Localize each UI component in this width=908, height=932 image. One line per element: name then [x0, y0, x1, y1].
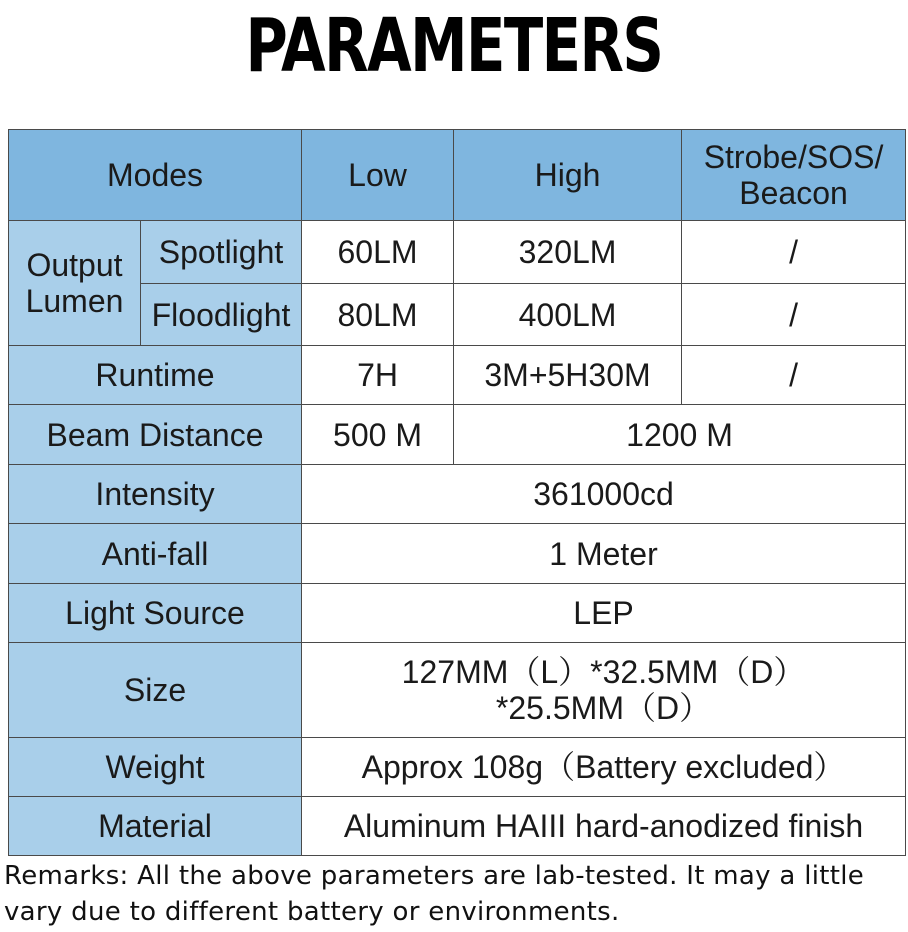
light-source-value: LEP — [302, 584, 906, 643]
light-source-label: Light Source — [9, 584, 302, 643]
table-row — [9, 284, 906, 346]
high-header: High — [454, 130, 682, 221]
size-label: Size — [9, 643, 302, 738]
low-header: Low — [302, 130, 454, 221]
intensity-value: 361000cd — [302, 465, 906, 524]
material-label: Material — [9, 797, 302, 856]
floodlight-strobe: / — [682, 284, 906, 346]
table-row — [9, 643, 906, 738]
output-lumen-line2: Lumen — [25, 283, 124, 319]
size-line1: 127MM（L）*32.5MM（D） — [401, 654, 806, 690]
floodlight-low: 80LM — [302, 284, 454, 346]
floodlight-label: Floodlight — [141, 284, 302, 346]
strobe-header — [682, 130, 906, 221]
strobe-header-line1: Strobe/SOS/ — [703, 139, 884, 175]
remarks-note — [4, 858, 908, 930]
output-lumen-label — [9, 221, 141, 346]
strobe-header-line2: Beacon — [739, 175, 848, 211]
beam-distance-high: 1200 M — [454, 405, 906, 465]
runtime-high: 3M+5H30M — [454, 346, 682, 405]
beam-distance-low: 500 M — [302, 405, 454, 465]
output-lumen-line1: Output — [26, 247, 123, 283]
spotlight-low: 60LM — [302, 221, 454, 284]
size-line2: *25.5MM（D） — [495, 690, 712, 726]
table-row — [9, 221, 906, 284]
table-row — [9, 346, 906, 405]
table-row — [9, 738, 906, 797]
intensity-label: Intensity — [9, 465, 302, 524]
material-value: Aluminum HAIII hard-anodized finish — [302, 797, 906, 856]
spotlight-label: Spotlight — [141, 221, 302, 284]
size-value — [302, 643, 906, 738]
parameters-table — [8, 129, 906, 856]
runtime-low: 7H — [302, 346, 454, 405]
table-row — [9, 405, 906, 465]
weight-value: Approx 108g（Battery excluded） — [302, 738, 906, 797]
page-title: PARAMETERS — [245, 3, 663, 89]
anti-fall-label: Anti-fall — [9, 524, 302, 584]
spotlight-strobe: / — [682, 221, 906, 284]
table-row — [9, 797, 906, 856]
beam-distance-label: Beam Distance — [9, 405, 302, 465]
remarks-line2: vary due to different battery or environments. — [4, 897, 620, 927]
table-row — [9, 465, 906, 524]
table-row — [9, 524, 906, 584]
table-row — [9, 584, 906, 643]
weight-label: Weight — [9, 738, 302, 797]
runtime-strobe: / — [682, 346, 906, 405]
modes-header: Modes — [9, 130, 302, 221]
remarks-line1: Remarks: All the above parameters are lab-tested. It may a little — [4, 861, 865, 891]
table-header-row — [9, 130, 906, 221]
anti-fall-value: 1 Meter — [302, 524, 906, 584]
runtime-label: Runtime — [9, 346, 302, 405]
floodlight-high: 400LM — [454, 284, 682, 346]
spotlight-high: 320LM — [454, 221, 682, 284]
